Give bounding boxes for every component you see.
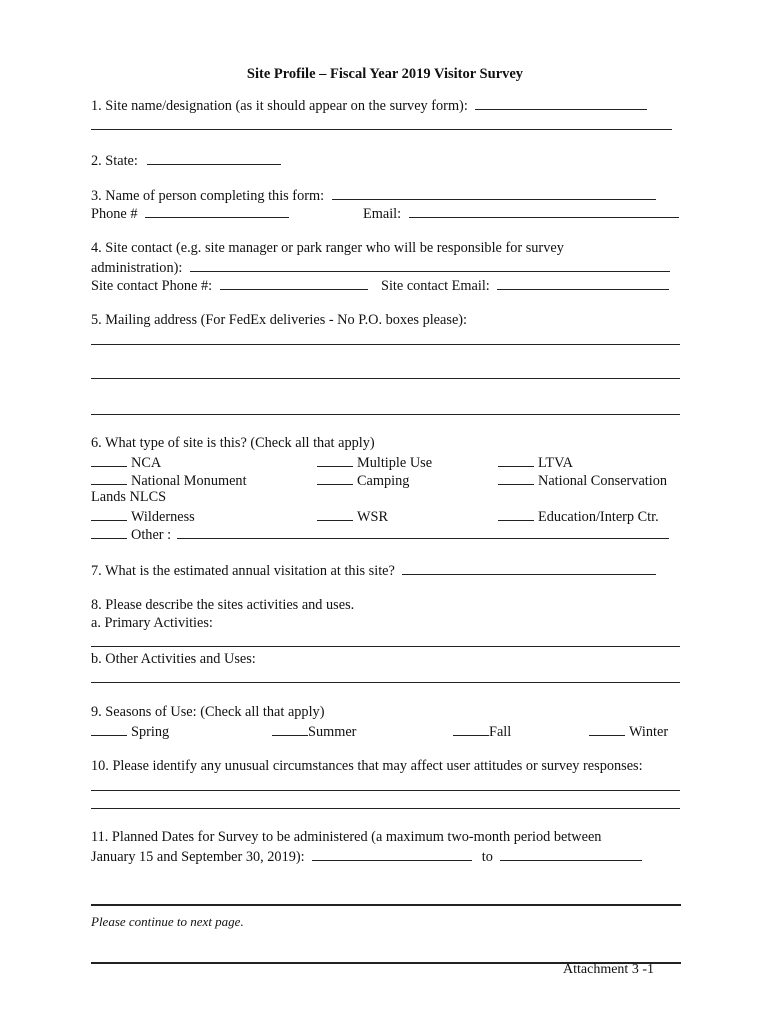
checkbox-line[interactable] bbox=[317, 471, 353, 485]
q11-row2 bbox=[91, 847, 642, 866]
state-field[interactable] bbox=[147, 151, 281, 165]
q2-row bbox=[91, 151, 281, 170]
email-label: Email: bbox=[363, 206, 402, 222]
primary-activities-field[interactable] bbox=[91, 646, 680, 647]
season-winter[interactable] bbox=[589, 722, 668, 741]
site-type-wilderness[interactable] bbox=[91, 507, 195, 526]
option-label: NCA bbox=[131, 455, 162, 471]
phone-label: Phone # bbox=[91, 206, 138, 222]
q4-line2: administration): bbox=[91, 260, 183, 276]
option-label: Other : bbox=[131, 527, 172, 543]
option-label: Wilderness bbox=[131, 509, 195, 525]
primary-activities-label: a. Primary Activities: bbox=[91, 615, 213, 631]
email-field[interactable] bbox=[409, 204, 679, 218]
q1-label: 1. Site name/designation (as it should appear on the survey form): bbox=[91, 98, 468, 114]
q6-label: 6. What type of site is this? (Check all that apply) bbox=[91, 435, 375, 451]
footer-divider bbox=[91, 904, 681, 906]
q10-label: 10. Please identify any unusual circumstances that may affect user attitudes or survey responses: bbox=[91, 758, 643, 774]
option-label: Spring bbox=[131, 724, 170, 740]
circumstances-field-line2[interactable] bbox=[91, 808, 680, 809]
q3-row bbox=[91, 186, 656, 205]
site-type-nca[interactable] bbox=[91, 453, 161, 472]
q8-label: 8. Please describe the sites activities and uses. bbox=[91, 597, 355, 613]
to-label: to bbox=[481, 849, 493, 865]
mailing-address-line1[interactable] bbox=[91, 344, 680, 345]
option-label-continued: Lands NLCS bbox=[91, 489, 167, 505]
site-type-national-monument[interactable] bbox=[91, 471, 247, 490]
checkbox-line[interactable] bbox=[453, 722, 489, 736]
checkbox-line[interactable] bbox=[272, 722, 308, 736]
site-type-national-conservation[interactable] bbox=[498, 471, 667, 490]
checkbox-line[interactable] bbox=[498, 507, 534, 521]
checkbox-line[interactable] bbox=[498, 471, 534, 485]
option-label: Camping bbox=[357, 473, 410, 489]
site-contact-phone-field[interactable] bbox=[220, 276, 368, 290]
person-name-field[interactable] bbox=[332, 186, 656, 200]
q4-phone-row bbox=[91, 276, 368, 295]
site-type-camping[interactable] bbox=[317, 471, 409, 490]
q1-row bbox=[91, 96, 647, 115]
q4-row2 bbox=[91, 258, 670, 277]
site-name-field-line2[interactable] bbox=[91, 129, 672, 130]
phone-field[interactable] bbox=[145, 204, 289, 218]
checkbox-line[interactable] bbox=[589, 722, 625, 736]
checkbox-line[interactable] bbox=[91, 507, 127, 521]
option-label: Fall bbox=[489, 724, 512, 740]
option-label: National Conservation bbox=[538, 473, 668, 489]
q9-label: 9. Seasons of Use: (Check all that apply) bbox=[91, 704, 325, 720]
q4-line1: 4. Site contact (e.g. site manager or park ranger who will be responsible for survey bbox=[91, 240, 564, 256]
season-summer[interactable] bbox=[272, 722, 356, 741]
checkbox-line[interactable] bbox=[91, 453, 127, 467]
option-label: National Monument bbox=[131, 473, 247, 489]
checkbox-line[interactable] bbox=[91, 722, 127, 736]
site-name-field[interactable] bbox=[475, 96, 647, 110]
q11-line1: 11. Planned Dates for Survey to be administered (a maximum two-month period between bbox=[91, 829, 602, 845]
site-contact-field[interactable] bbox=[190, 258, 670, 272]
checkbox-line[interactable] bbox=[317, 453, 353, 467]
checkbox-line[interactable] bbox=[91, 471, 127, 485]
other-activities-label: b. Other Activities and Uses: bbox=[91, 651, 256, 667]
checkbox-line[interactable] bbox=[498, 453, 534, 467]
continue-note: Please continue to next page. bbox=[91, 914, 244, 929]
option-label: Multiple Use bbox=[357, 455, 433, 471]
option-label: Summer bbox=[308, 724, 357, 740]
site-type-other[interactable] bbox=[91, 525, 673, 544]
mailing-address-line2[interactable] bbox=[91, 378, 680, 379]
q4-email-row bbox=[381, 276, 669, 295]
other-site-type-field[interactable] bbox=[177, 525, 669, 539]
site-type-multiple-use[interactable] bbox=[317, 453, 432, 472]
start-date-field[interactable] bbox=[312, 847, 472, 861]
q3-email-row bbox=[363, 204, 679, 223]
q3-label: 3. Name of person completing this form: bbox=[91, 188, 325, 204]
page-title: Site Profile – Fiscal Year 2019 Visitor Survey bbox=[246, 66, 524, 82]
site-contact-email-field[interactable] bbox=[497, 276, 669, 290]
site-type-wsr[interactable] bbox=[317, 507, 388, 526]
attachment-label: Attachment 3 -1 bbox=[563, 962, 654, 977]
end-date-field[interactable] bbox=[500, 847, 642, 861]
checkbox-line[interactable] bbox=[317, 507, 353, 521]
season-fall[interactable] bbox=[453, 722, 511, 741]
option-label: WSR bbox=[357, 509, 388, 525]
annual-visitation-field[interactable] bbox=[402, 561, 656, 575]
season-spring[interactable] bbox=[91, 722, 169, 741]
q2-label: 2. State: bbox=[91, 153, 138, 169]
q5-label: 5. Mailing address (For FedEx deliveries - No P.O. boxes please): bbox=[91, 312, 468, 328]
mailing-address-line3[interactable] bbox=[91, 414, 680, 415]
q7-row bbox=[91, 561, 656, 580]
q7-label: 7. What is the estimated annual visitation at this site? bbox=[91, 563, 395, 579]
option-label: LTVA bbox=[538, 455, 573, 471]
other-activities-field[interactable] bbox=[91, 682, 680, 683]
option-label: Winter bbox=[629, 724, 669, 740]
q11-line2: January 15 and September 30, 2019): bbox=[91, 849, 305, 865]
option-label: Education/Interp Ctr. bbox=[538, 509, 659, 525]
circumstances-field-line1[interactable] bbox=[91, 790, 680, 791]
site-type-education[interactable] bbox=[498, 507, 659, 526]
site-type-ltva[interactable] bbox=[498, 453, 573, 472]
q3-phone-row bbox=[91, 204, 289, 223]
site-contact-email-label: Site contact Email: bbox=[381, 278, 490, 294]
site-contact-phone-label: Site contact Phone #: bbox=[91, 278, 213, 294]
checkbox-line[interactable] bbox=[91, 525, 127, 539]
